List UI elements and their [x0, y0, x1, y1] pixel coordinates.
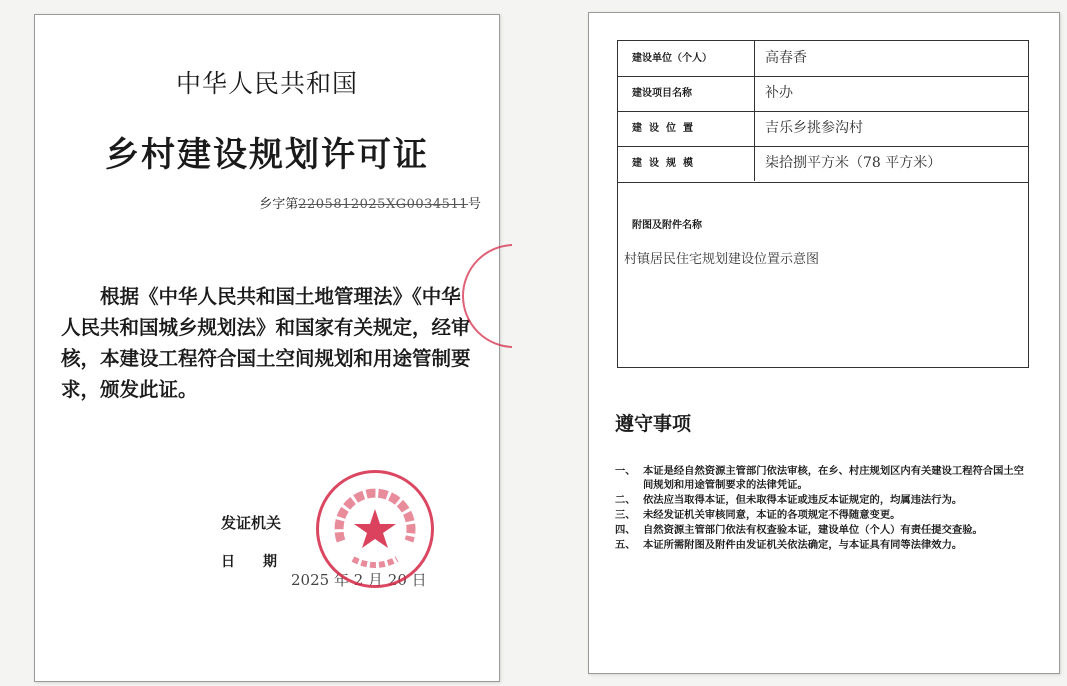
note-marker: 四、 [615, 524, 636, 536]
project-info-table [617, 40, 1029, 368]
table-row [618, 111, 1028, 147]
certificate-body-text: 根据《中华人民共和国土地管理法》《中华人民共和国城乡规划法》和国家有关规定，经审核，本建设工程符合国土空间规划和用途管制要求，颁发此证。 [61, 285, 471, 401]
serial-prefix: 乡字第 [259, 197, 299, 212]
list-item [615, 523, 1033, 537]
row-label: 建设位置 [618, 111, 755, 146]
note-marker: 一、 [615, 465, 636, 477]
serial-number-line [259, 193, 481, 212]
certificate-back-page [588, 12, 1060, 674]
official-seal-stamp [316, 470, 434, 588]
notes-list [615, 464, 1033, 553]
note-text: 依法应当取得本证，但未取得本证或违反本证规定的，均属违法行为。 [643, 494, 963, 506]
seal-graphic [319, 473, 431, 585]
list-item [615, 493, 1033, 507]
row-label: 建设单位（个人） [618, 41, 755, 76]
note-text: 自然资源主管部门依法有权查验本证，建设单位（个人）有责任提交查验。 [643, 524, 983, 536]
certificate-front-page [34, 14, 500, 682]
table-row [618, 41, 1028, 77]
note-marker: 三、 [615, 509, 636, 521]
row-value: 高春香 [765, 50, 807, 66]
row-value: 补办 [765, 85, 793, 101]
date-label: 日期 [221, 554, 305, 570]
row-label: 建设项目名称 [618, 76, 755, 111]
issue-date: 2025 年 2 月 20 日 [291, 571, 427, 589]
seam-seal-left-half [462, 244, 566, 348]
list-item [615, 464, 1033, 492]
note-marker: 五、 [615, 539, 636, 551]
country-name: 中华人民共和国 [175, 69, 358, 98]
note-text: 本证是经自然资源主管部门依法审核，在乡、村庄规划区内有关建设工程符合国土空间规划和用途管制要求的法律凭证。 [643, 465, 1024, 491]
list-item [615, 538, 1033, 552]
serial-number: 2205812025XG0034511 [298, 197, 468, 212]
table-row [618, 146, 1028, 183]
note-text: 本证所需附图及附件由发证机关依法确定，与本证具有同等法律效力。 [643, 539, 963, 551]
attachments-label: 附图及附件名称 [632, 220, 702, 231]
attachments-value: 村镇居民住宅规划建设位置示意图 [624, 252, 820, 267]
serial-suffix: 号 [467, 197, 481, 212]
note-text: 未经发证机关审核同意，本证的各项规定不得随意变更。 [643, 509, 901, 521]
certificate-title: 乡村建设规划许可证 [105, 135, 429, 175]
row-label: 建设规模 [618, 146, 755, 181]
list-item [615, 508, 1033, 522]
notes-title: 遵守事项 [615, 413, 692, 435]
row-value: 柒拾捌平方米（78 平方米） [765, 155, 942, 171]
row-value: 吉乐乡挑参沟村 [765, 120, 863, 136]
issuing-authority-label: 发证机关 [221, 514, 282, 532]
note-marker: 二、 [615, 494, 636, 506]
table-row [618, 76, 1028, 112]
